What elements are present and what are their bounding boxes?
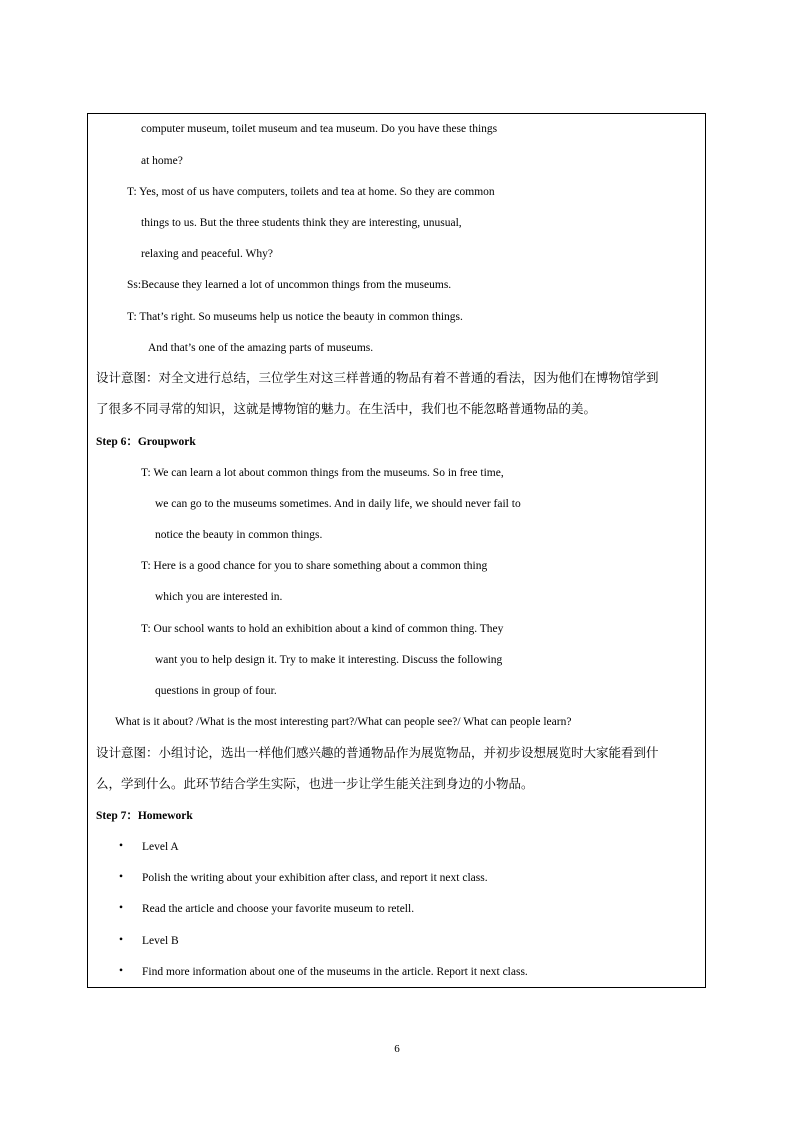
- text-line: notice the beauty in common things.: [155, 529, 323, 541]
- bullet-icon: •: [119, 902, 124, 914]
- text-line: T: Our school wants to hold an exhibition about a kind of common thing. They: [141, 623, 504, 635]
- design-intent-line: 设计意图：对全文进行总结，三位学生对这三样普通的物品有着不普通的看法，因为他们在博物馆学到: [96, 370, 659, 385]
- bullet-icon: •: [119, 871, 124, 883]
- design-intent-line: 么，学到什么。此环节结合学生实际，也进一步让学生能关注到身边的小物品。: [96, 776, 534, 791]
- text-line: computer museum, toilet museum and tea museum. Do you have these things: [141, 123, 498, 135]
- text-line: things to us. But the three students think they are interesting, unusual,: [141, 217, 462, 229]
- design-intent-line: 设计意图：小组讨论，选出一样他们感兴趣的普通物品作为展览物品，并初步设想展览时大家能看到什: [96, 745, 659, 760]
- step-heading: Step 7：Homework: [96, 810, 193, 822]
- bullet-icon: •: [119, 934, 124, 946]
- step-heading: Step 6：Groupwork: [96, 436, 196, 448]
- text-line: questions in group of four.: [155, 685, 277, 697]
- text-line: T: Yes, most of us have computers, toilets and tea at home. So they are common: [127, 186, 495, 198]
- homework-item: Polish the writing about your exhibition after class, and report it next class.: [142, 872, 488, 884]
- design-intent-line: 了很多不同寻常的知识，这就是博物馆的魅力。在生活中，我们也不能忽略普通物品的美。: [96, 401, 597, 416]
- bullet-icon: •: [119, 965, 124, 977]
- text-line: at home?: [141, 155, 183, 167]
- text-line: want you to help design it. Try to make it interesting. Discuss the following: [155, 654, 503, 666]
- text-line: T: Here is a good chance for you to share something about a common thing: [141, 560, 488, 572]
- text-line: T: We can learn a lot about common things from the museums. So in free time,: [141, 467, 504, 479]
- homework-item: Read the article and choose your favorite museum to retell.: [142, 903, 415, 915]
- content-frame: [87, 113, 706, 988]
- homework-item: Level B: [142, 935, 179, 947]
- page-number: 6: [394, 1043, 400, 1055]
- text-line: relaxing and peaceful. Why?: [141, 248, 273, 260]
- homework-item: Level A: [142, 841, 179, 853]
- bullet-icon: •: [119, 840, 124, 852]
- text-line: T: That’s right. So museums help us notice the beauty in common things.: [127, 311, 463, 323]
- text-line: we can go to the museums sometimes. And in daily life, we should never fail to: [155, 498, 521, 510]
- text-line: Ss:Because they learned a lot of uncommon things from the museums.: [127, 279, 452, 291]
- text-line: which you are interested in.: [155, 591, 283, 603]
- text-line: What is it about? /What is the most interesting part?/What can people see?/ What can people learn?: [115, 716, 572, 728]
- text-line: And that’s one of the amazing parts of museums.: [148, 342, 374, 354]
- homework-item: Find more information about one of the museums in the article. Report it next class.: [142, 966, 528, 978]
